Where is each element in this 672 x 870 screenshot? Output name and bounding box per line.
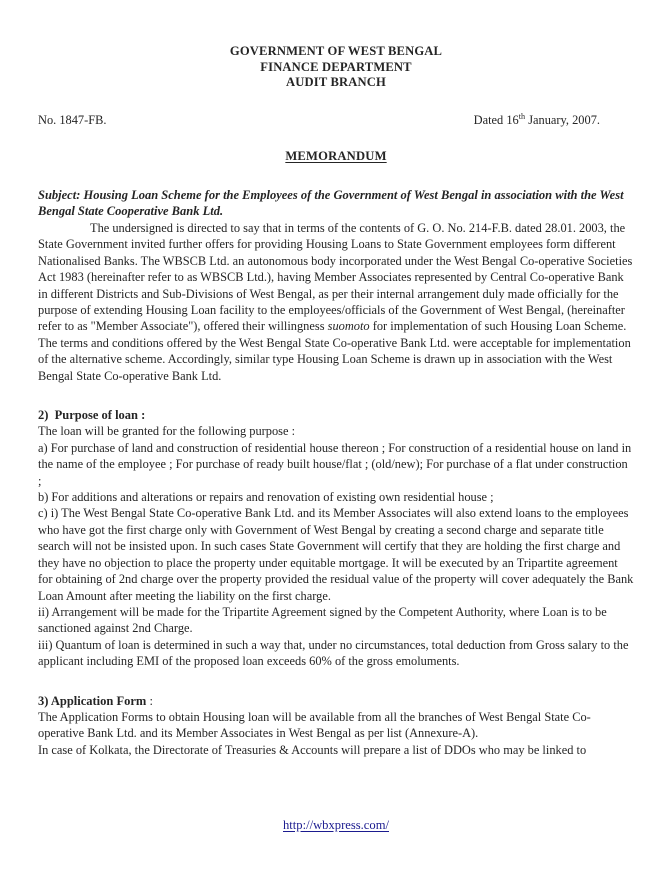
preamble-emphasis-suomoto: suomoto	[327, 319, 370, 334]
letterhead-line-branch: AUDIT BRANCH	[286, 75, 386, 90]
document-type-wrap	[38, 147, 634, 165]
purpose-clause-c-iii: iii) Quantum of loan is determined in such a way that, under no circumstances, total deduction from Gross salary to the applicant including EMI of the proposed loan exceeds 60% of the gross emoluments.	[38, 637, 629, 669]
preamble-part-1: The undersigned is directed to say that in terms of the contents of G. O. No. 214-F.B. dated 28.01. 2003, the State Government invited further offers for providing Housing Loans to State Government employees form different Nationalised Banks. The WBSCB Ltd. an autonomous body incorporated under the West Bengal Co-operative Societies Act 1983 (hereinafter refer to as WBSCB Ltd.), having Member Associates represented by Central Co-operative Bank in different Districts and Sub-Divisions of West Bengal, as per their internal arrangement duly made officially for the purpose of extending Housing Loan facility to the employees/officials of the Government of West Bengal, (hereinafter refer to as "Member Associate"), offered their willingness	[38, 220, 633, 334]
memo-date-suffix: January, 2007.	[525, 112, 600, 127]
section-heading-application-form	[38, 693, 634, 709]
section-application-title: 3) Application Form	[38, 693, 147, 708]
purpose-clause-c-ii: ii) Arrangement will be made for the Tripartite Agreement signed by the Competent Authority, where Loan is to be sanctioned against 2nd Charge.	[38, 604, 607, 636]
section-application-title-suffix: :	[146, 693, 153, 708]
section-purpose-number: 2)	[38, 408, 49, 423]
memo-date	[474, 113, 634, 128]
letterhead-line-government: GOVERNMENT OF WEST BENGAL	[229, 44, 443, 58]
purpose-clause-a: a) For purchase of land and construction of residential house thereon ; For construction of a residential house on land in the name of the employee ; For purchase of ready built house/flat ; (old/new); For purchase of a flat under construction ;	[38, 440, 632, 488]
footer	[0, 816, 672, 834]
purpose-clause-c-i: c) i) The West Bengal State Co-operative Bank Ltd. and its Member Associates will also extend loans to the employees who have got the first charge only with Government of West Bengal by creating a second charge and separate title search will not be insisted upon. In such cases State Government will certify that they are holding the first charge and they have no objection to place the property under equitable mortgage. It will be executed by an Tripartite agreement for obtaining of 2nd charge over the property provided the residual value of the property will cover adequately the Bank Loan Amount after meeting the liability on the first charge.	[38, 506, 634, 603]
application-paragraph-1: The Application Forms to obtain Housing loan will be available from all the branches of West Bengal State Co-operative Bank Ltd. and its Member Associates in West Bengal as per list (Annexure-A).	[38, 709, 591, 741]
purpose-clause-b: b) For additions and alterations or repairs and renovation of existing own residential house ;	[38, 490, 494, 505]
section-heading-purpose	[38, 407, 634, 423]
letterhead	[38, 44, 634, 91]
memo-date-prefix: Dated 16	[473, 112, 519, 127]
application-paragraph-2: In case of Kolkata, the Directorate of Treasuries & Accounts will prepare a list of DDOs who may be linked to	[38, 742, 587, 757]
memo-number: No. 1847-FB.	[38, 112, 107, 127]
preamble-paragraph	[38, 220, 634, 384]
section-purpose-title: Purpose of loan :	[54, 408, 146, 423]
subject-line: Subject: Housing Loan Scheme for the Employees of the Government of West Bengal in association with the West Bengal State Cooperative Bank Ltd.	[38, 187, 624, 219]
memo-date-ordinal: th	[518, 111, 526, 121]
preamble-part-2: for implementation of such Housing Loan Scheme. The terms and conditions offered by the West Bengal State Co-operative Bank Ltd. were acceptable for implementation of the alternative scheme. Accordingly, similar type Housing Loan Scheme is drawn up in association with the West Bengal State Co-operative Bank Ltd.	[38, 319, 631, 383]
document-type-heading: MEMORANDUM	[285, 148, 387, 163]
footer-source-link[interactable]: http://wbxpress.com/	[283, 818, 389, 832]
reference-row	[38, 113, 634, 128]
letterhead-line-department: FINANCE DEPARTMENT	[260, 59, 412, 74]
purpose-intro: The loan will be granted for the following purpose :	[38, 424, 296, 439]
